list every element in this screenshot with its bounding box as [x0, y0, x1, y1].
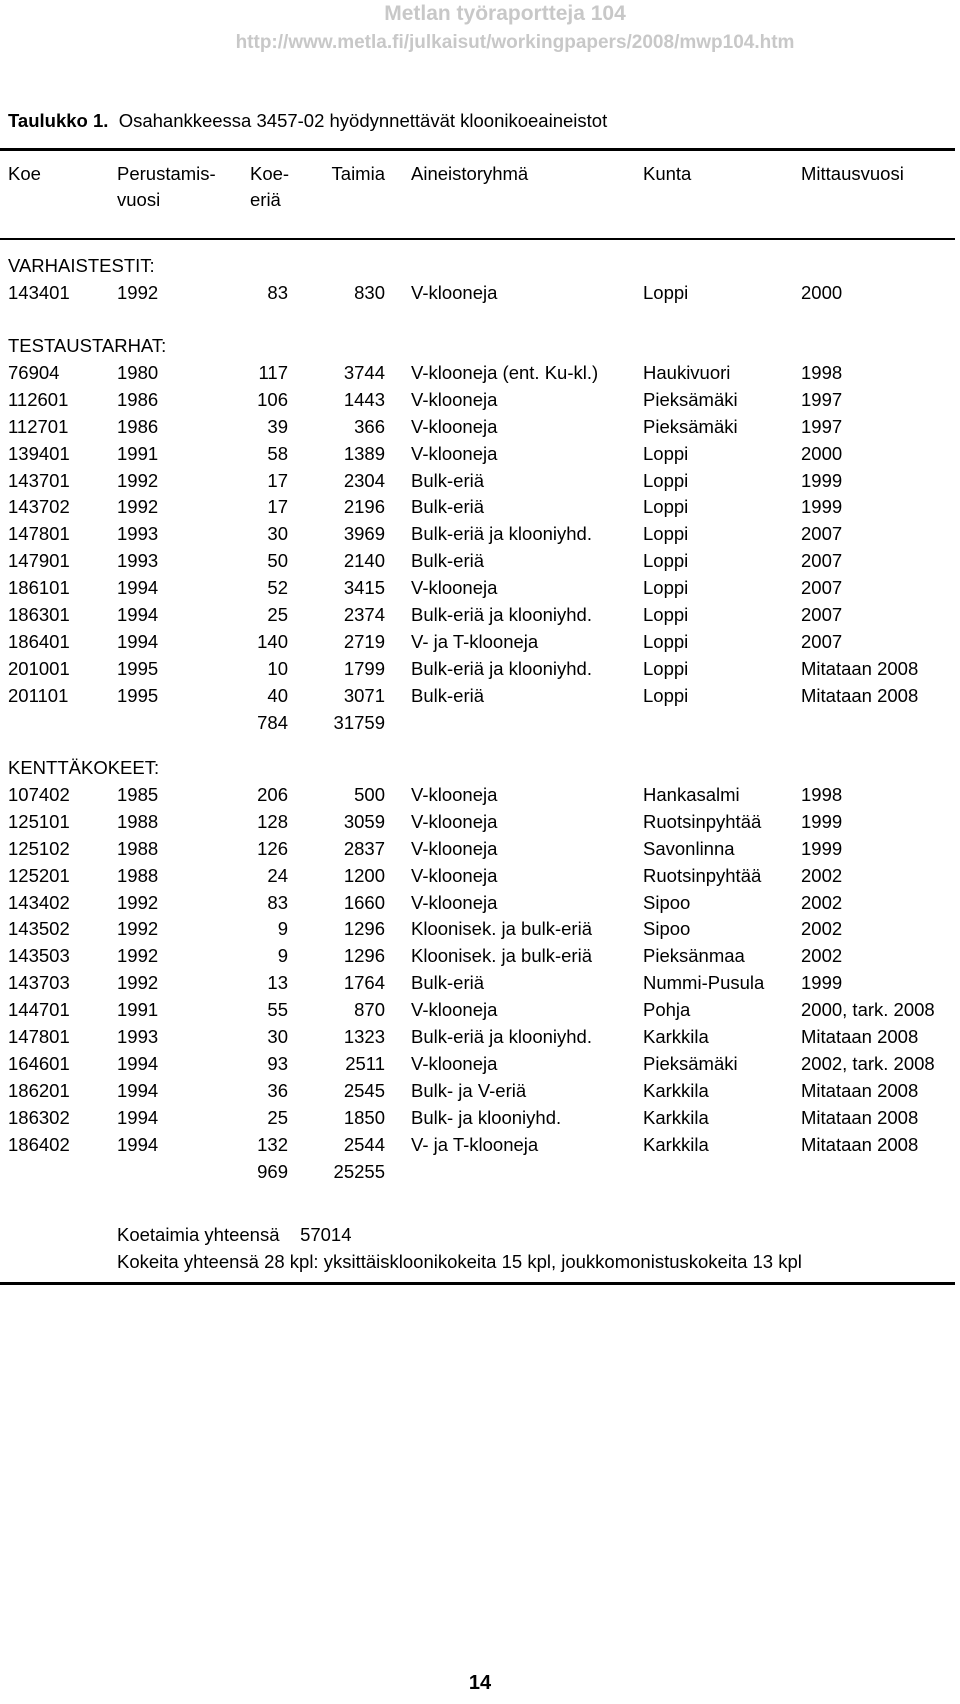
- cell-mittaus: 2007: [801, 577, 843, 599]
- cell-kunta: Pieksämäki: [643, 388, 738, 410]
- cell-perustamis: 1994: [117, 1106, 159, 1128]
- cell-kunta: Karkkila: [643, 1079, 709, 1101]
- cell-koeeria: 117: [258, 361, 288, 383]
- cell-koeeria: 140: [257, 630, 288, 652]
- cell-koeeria: 9: [277, 918, 288, 940]
- cell-kunta: Loppi: [643, 523, 689, 545]
- cell-taimia: 1296: [343, 945, 385, 967]
- cell-koeeria: 9: [277, 945, 288, 967]
- cell-aineisto: V- ja T-klooneja: [411, 1133, 539, 1155]
- cell-koe: 147801: [8, 1026, 70, 1047]
- cell-koeeria: 128: [257, 810, 288, 832]
- cell-taimia: 3415: [343, 577, 385, 599]
- cell-koe: 125201: [8, 864, 70, 886]
- cell-koeeria: 52: [267, 577, 288, 599]
- cell-perustamis: 1986: [117, 388, 159, 410]
- cell-kunta: Loppi: [643, 684, 689, 706]
- cell-koe: 125102: [8, 837, 70, 859]
- cell-mittaus: 1999: [801, 972, 843, 994]
- cell-aineisto: Bulk-eriä: [411, 496, 484, 518]
- cell-koe: 143701: [8, 469, 70, 491]
- cell-mittaus: 1998: [801, 361, 843, 383]
- cell-taimia: 1443: [343, 388, 385, 410]
- cell-aineisto: Bulk- ja V-eriä: [411, 1079, 527, 1101]
- cell-taimia: 870: [354, 999, 385, 1021]
- cell-mittaus: 1997: [801, 388, 843, 410]
- cell-kunta: Ruotsinpyhtää: [643, 810, 762, 832]
- cell-koe: 186301: [8, 604, 70, 625]
- cell-perustamis: 1986: [117, 415, 159, 437]
- cell-koe: 147801: [8, 523, 70, 545]
- cell-mittaus: Mitataan 2008: [801, 684, 919, 706]
- cell-perustamis: 1994: [117, 1079, 159, 1101]
- cell-perustamis: 1994: [117, 1052, 159, 1074]
- cell-perustamis: 1992: [117, 918, 159, 940]
- cell-kunta: Karkkila: [643, 1133, 709, 1155]
- cell-koeeria: 17: [267, 496, 288, 518]
- cell-kunta: Pohja: [643, 999, 691, 1021]
- cell-koe: 143703: [8, 972, 70, 994]
- cell-mittaus: 2007: [801, 550, 843, 572]
- cell-perustamis: 1988: [117, 837, 159, 859]
- cell-aineisto: V-klooneja: [411, 442, 498, 464]
- cell-perustamis: 1991: [117, 442, 159, 464]
- cell-koe: 143502: [8, 918, 70, 940]
- cell-koe: 186401: [8, 630, 70, 652]
- cell-koe: 186101: [8, 577, 70, 599]
- footer-koetaimia-label: Koetaimia yhteensä: [117, 1224, 280, 1245]
- cell-taimia: 500: [354, 783, 385, 805]
- cell-taimia: 830: [354, 281, 385, 303]
- cell-mittaus: Mitataan 2008: [801, 1133, 919, 1155]
- cell-aineisto: V-klooneja: [411, 388, 498, 410]
- cell-perustamis: 1988: [117, 864, 159, 886]
- cell-taimia: 2304: [343, 469, 385, 491]
- cell-taimia: 3969: [343, 523, 385, 545]
- cell-taimia: 2544: [343, 1133, 385, 1155]
- total-taimia: 25255: [333, 1160, 385, 1182]
- cell-mittaus: 2007: [801, 604, 843, 625]
- cell-kunta: Pieksämäki: [643, 415, 738, 437]
- cell-kunta: Nummi-Pusula: [643, 972, 765, 994]
- cell-kunta: Pieksänmaa: [643, 945, 745, 967]
- cell-mittaus: 2007: [801, 630, 843, 652]
- table-header-rule: [0, 238, 955, 240]
- cell-aineisto: V-klooneja: [411, 783, 498, 805]
- cell-koe: 186402: [8, 1133, 70, 1155]
- cell-kunta: Savonlinna: [643, 837, 735, 859]
- cell-kunta: Karkkila: [643, 1106, 709, 1128]
- cell-mittaus: 1999: [801, 837, 843, 859]
- cell-perustamis: 1995: [117, 684, 159, 706]
- cell-aineisto: V-klooneja: [411, 281, 498, 303]
- cell-taimia: 3071: [343, 684, 385, 706]
- cell-mittaus: 2002: [801, 864, 843, 886]
- cell-koe: 147901: [8, 550, 70, 572]
- cell-taimia: 2196: [343, 496, 385, 518]
- col-header-taimia: Taimia: [331, 163, 385, 184]
- series-url[interactable]: http://www.metla.fi/julkaisut/workingpapers/2008/mwp104.htm: [235, 32, 795, 53]
- total-koeeria: 784: [257, 711, 288, 733]
- cell-koeeria: 25: [267, 1106, 288, 1128]
- cell-perustamis: 1992: [117, 496, 159, 518]
- cell-koeeria: 13: [267, 972, 288, 994]
- cell-koeeria: 40: [267, 684, 288, 706]
- cell-koeeria: 39: [267, 415, 288, 437]
- cell-kunta: Pieksämäki: [643, 1052, 738, 1074]
- cell-kunta: Loppi: [643, 604, 689, 625]
- footer-koetaimia-value: 57014: [300, 1224, 352, 1245]
- cell-koeeria: 10: [267, 657, 288, 679]
- cell-mittaus: 1998: [801, 783, 843, 805]
- cell-koeeria: 25: [267, 604, 288, 625]
- cell-taimia: 1799: [343, 657, 385, 679]
- cell-kunta: Sipoo: [643, 891, 691, 913]
- cell-perustamis: 1995: [117, 657, 159, 679]
- cell-koe: 143702: [8, 496, 70, 518]
- section-title: KENTTÄKOKEET:: [8, 757, 160, 778]
- cell-taimia: 1764: [343, 972, 385, 994]
- cell-taimia: 2545: [343, 1079, 385, 1101]
- table-caption: [8, 110, 607, 132]
- footer-kokeita: Kokeita yhteensä 28 kpl: yksittäiskloonikokeita 15 kpl, joukkomonistuskokeita 13 kpl: [117, 1251, 802, 1272]
- cell-koeeria: 50: [267, 550, 288, 572]
- cell-mittaus: 2002: [801, 945, 843, 967]
- cell-kunta: Loppi: [643, 281, 689, 303]
- cell-kunta: Loppi: [643, 577, 689, 599]
- cell-kunta: Loppi: [643, 657, 689, 679]
- cell-perustamis: 1991: [117, 999, 159, 1021]
- cell-taimia: 1200: [343, 864, 385, 886]
- cell-koe: 76904: [8, 361, 60, 383]
- cell-koe: 143503: [8, 945, 70, 967]
- cell-perustamis: 1988: [117, 810, 159, 832]
- cell-perustamis: 1993: [117, 523, 159, 545]
- cell-kunta: Hankasalmi: [643, 783, 740, 805]
- cell-koe: 139401: [8, 442, 70, 464]
- cell-koeeria: 36: [267, 1079, 288, 1101]
- cell-koeeria: 106: [257, 388, 288, 410]
- cell-taimia: 2719: [343, 630, 385, 652]
- col-header-koeeria-1: Koe-: [250, 163, 290, 184]
- cell-taimia: 1323: [343, 1026, 385, 1047]
- cell-mittaus: 2000, tark. 2008: [801, 999, 935, 1021]
- cell-aineisto: Bulk- ja klooniyhd.: [411, 1106, 562, 1128]
- cell-taimia: 2140: [343, 550, 385, 572]
- page-number: 14: [468, 1672, 492, 1694]
- cell-aineisto: Bulk-eriä ja klooniyhd.: [411, 1026, 592, 1047]
- cell-mittaus: Mitataan 2008: [801, 1106, 919, 1128]
- col-header-perustamisvuosi-2: vuosi: [117, 189, 161, 210]
- cell-koeeria: 206: [257, 783, 288, 805]
- cell-kunta: Ruotsinpyhtää: [643, 864, 762, 886]
- cell-aineisto: Bulk-eriä ja klooniyhd.: [411, 523, 592, 545]
- cell-perustamis: 1992: [117, 972, 159, 994]
- cell-aineisto: V-klooneja: [411, 837, 498, 859]
- cell-koeeria: 24: [267, 864, 288, 886]
- cell-kunta: Sipoo: [643, 918, 691, 940]
- cell-mittaus: 2007: [801, 523, 843, 545]
- cell-aineisto: V-klooneja: [411, 810, 498, 832]
- cell-mittaus: Mitataan 2008: [801, 657, 919, 679]
- cell-kunta: Loppi: [643, 442, 689, 464]
- cell-koeeria: 17: [267, 469, 288, 491]
- cell-mittaus: 2002: [801, 891, 843, 913]
- table-top-rule: [0, 148, 955, 151]
- cell-aineisto: V-klooneja: [411, 415, 498, 437]
- cell-koe: 164601: [8, 1052, 70, 1074]
- cell-aineisto: V-klooneja: [411, 999, 498, 1021]
- footer-koetaimia: [117, 1223, 352, 1247]
- cell-aineisto: Bulk-eriä ja klooniyhd.: [411, 657, 592, 679]
- cell-mittaus: 1997: [801, 415, 843, 437]
- cell-mittaus: 1999: [801, 469, 843, 491]
- cell-perustamis: 1994: [117, 604, 159, 625]
- cell-aineisto: Bulk-eriä ja klooniyhd.: [411, 604, 592, 625]
- cell-perustamis: 1993: [117, 550, 159, 572]
- cell-aineisto: Bulk-eriä: [411, 972, 484, 994]
- cell-mittaus: 2002: [801, 918, 843, 940]
- cell-koeeria: 55: [267, 999, 288, 1021]
- cell-perustamis: 1994: [117, 1133, 159, 1155]
- total-taimia: 31759: [333, 711, 385, 733]
- cell-aineisto: V- ja T-klooneja: [411, 630, 539, 652]
- cell-aineisto: Kloonisek. ja bulk-eriä: [411, 918, 592, 940]
- cell-koeeria: 93: [267, 1052, 288, 1074]
- cell-mittaus: 1999: [801, 810, 843, 832]
- cell-kunta: Loppi: [643, 496, 689, 518]
- cell-taimia: 1660: [343, 891, 385, 913]
- cell-taimia: 3744: [343, 361, 385, 383]
- col-header-koeeria-2: eriä: [250, 189, 281, 210]
- cell-mittaus: Mitataan 2008: [801, 1079, 919, 1101]
- cell-perustamis: 1992: [117, 891, 159, 913]
- cell-taimia: 1389: [343, 442, 385, 464]
- col-header-perustamisvuosi-1: Perustamis-: [117, 163, 216, 184]
- cell-perustamis: 1994: [117, 577, 159, 599]
- col-header-kunta: Kunta: [643, 163, 692, 184]
- cell-aineisto: V-klooneja (ent. Ku-kl.): [411, 361, 599, 383]
- cell-mittaus: 1999: [801, 496, 843, 518]
- cell-perustamis: 1985: [117, 783, 159, 805]
- cell-kunta: Karkkila: [643, 1026, 709, 1047]
- col-header-mittausvuosi: Mittausvuosi: [801, 163, 904, 184]
- cell-mittaus: Mitataan 2008: [801, 1026, 919, 1047]
- section-title: VARHAISTESTIT:: [8, 255, 155, 276]
- cell-koe: 186201: [8, 1079, 70, 1101]
- cell-taimia: 1296: [343, 918, 385, 940]
- total-koeeria: 969: [257, 1160, 288, 1182]
- col-header-aineistoryhma: Aineistoryhmä: [411, 163, 529, 184]
- cell-perustamis: 1994: [117, 630, 159, 652]
- cell-mittaus: 2000: [801, 442, 843, 464]
- cell-koe: 125101: [8, 810, 70, 832]
- cell-taimia: 2374: [343, 604, 385, 625]
- cell-koe: 143401: [8, 281, 70, 303]
- cell-mittaus: 2000: [801, 281, 843, 303]
- series-title: Metlan työraportteja 104: [384, 2, 626, 25]
- cell-koe: 112601: [8, 388, 69, 410]
- cell-taimia: 366: [354, 415, 385, 437]
- cell-mittaus: 2002, tark. 2008: [801, 1052, 935, 1074]
- cell-aineisto: V-klooneja: [411, 577, 498, 599]
- cell-aineisto: V-klooneja: [411, 1052, 498, 1074]
- table-caption-label: Taulukko 1.: [8, 110, 109, 131]
- section-title: TESTAUSTARHAT:: [8, 335, 167, 356]
- cell-aineisto: Bulk-eriä: [411, 684, 484, 706]
- cell-koe: 107402: [8, 783, 70, 805]
- col-header-koe: Koe: [8, 163, 41, 184]
- table-bottom-rule: [0, 1282, 955, 1285]
- cell-kunta: Loppi: [643, 550, 689, 572]
- cell-aineisto: Bulk-eriä: [411, 550, 484, 572]
- cell-kunta: Loppi: [643, 630, 689, 652]
- cell-koeeria: 83: [267, 891, 288, 913]
- cell-koeeria: 126: [257, 837, 288, 859]
- cell-koeeria: 83: [267, 281, 288, 303]
- cell-koe: 186302: [8, 1106, 70, 1128]
- cell-perustamis: 1980: [117, 361, 159, 383]
- cell-koe: 201101: [8, 684, 69, 706]
- cell-aineisto: V-klooneja: [411, 891, 498, 913]
- cell-koe: 201001: [8, 657, 70, 679]
- cell-kunta: Haukivuori: [643, 361, 731, 383]
- cell-perustamis: 1992: [117, 945, 159, 967]
- cell-koeeria: 30: [267, 1026, 288, 1047]
- cell-kunta: Loppi: [643, 469, 689, 491]
- cell-taimia: 1850: [343, 1106, 385, 1128]
- cell-aineisto: Bulk-eriä: [411, 469, 484, 491]
- cell-koe: 143402: [8, 891, 70, 913]
- cell-perustamis: 1992: [117, 281, 159, 303]
- cell-koe: 144701: [8, 999, 70, 1021]
- cell-koeeria: 132: [257, 1133, 288, 1155]
- table-caption-text: Osahankkeessa 3457-02 hyödynnettävät kloonikoeaineistot: [118, 110, 608, 131]
- cell-taimia: 2837: [343, 837, 385, 859]
- cell-perustamis: 1993: [117, 1026, 159, 1047]
- cell-aineisto: Kloonisek. ja bulk-eriä: [411, 945, 592, 967]
- cell-taimia: 2511: [345, 1052, 385, 1074]
- cell-taimia: 3059: [343, 810, 385, 832]
- cell-koeeria: 58: [267, 442, 288, 464]
- cell-perustamis: 1992: [117, 469, 159, 491]
- cell-koeeria: 30: [267, 523, 288, 545]
- cell-koe: 112701: [8, 415, 69, 437]
- cell-aineisto: V-klooneja: [411, 864, 498, 886]
